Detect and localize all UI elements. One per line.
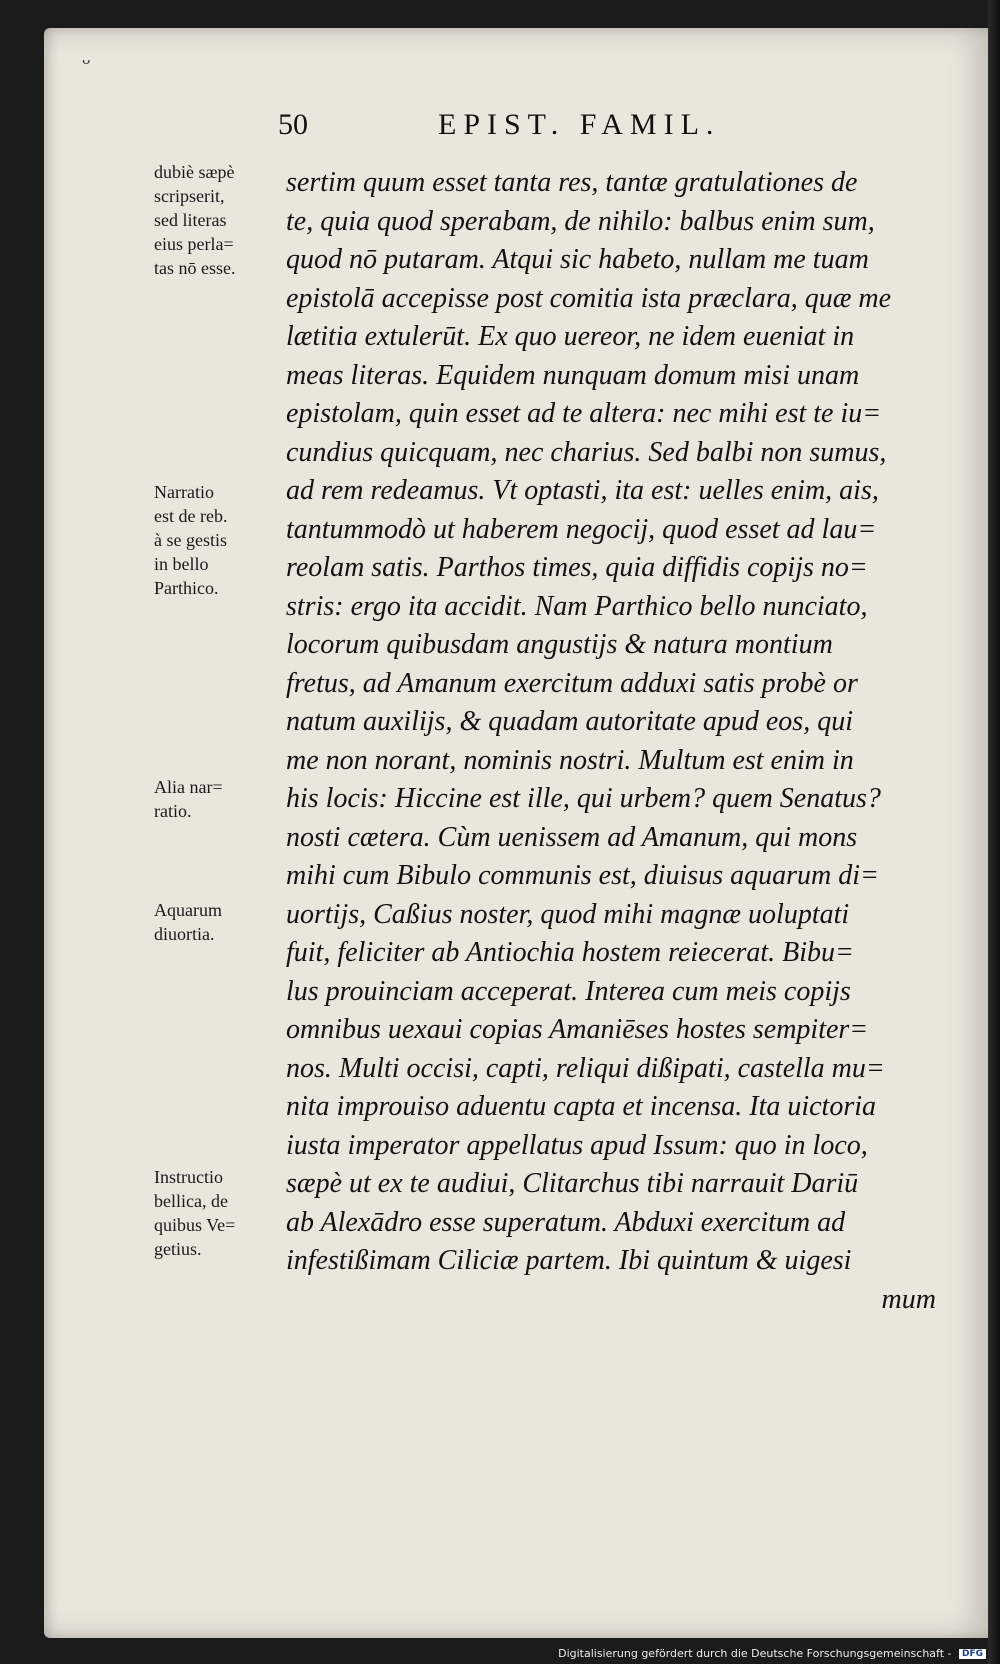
margin-note-line: est de reb. xyxy=(154,506,228,526)
text-line: nosti cætera. Cùm uenissem ad Amanum, qui mons xyxy=(286,821,858,853)
text-line: sæpè ut ex te audiui, Clitarchus tibi narrauit Dariū xyxy=(286,1168,859,1199)
margin-note-line: dubiè sæpè xyxy=(154,162,235,182)
margin-note-line: bellica, de xyxy=(154,1191,228,1211)
text-line: sertim quum esset tanta res, tantæ gratulationes de xyxy=(286,167,858,198)
text-line: te, quia quod sperabam, de nihilo: balbus enim sum, xyxy=(286,205,875,237)
margin-note-1 xyxy=(154,160,284,280)
text-line: fretus, ad Amanum exercitum adduxi satis probè or xyxy=(286,667,858,699)
margin-note-line: eius perla= xyxy=(154,234,234,254)
text-line: nos. Multi occisi, capti, reliqui dißipati, castella mu= xyxy=(286,1052,885,1084)
text-line: nita improuiso aduentu capta et incensa. Ita uictoria xyxy=(286,1091,877,1122)
text-line: ab Alexādro esse superatum. Abduxi exercitum ad xyxy=(286,1206,846,1238)
margin-note-4 xyxy=(154,898,284,946)
margin-note-line: quibus Ve= xyxy=(154,1215,236,1235)
margin-note-line: Parthico. xyxy=(154,578,219,598)
text-line: quod nō putaram. Atqui sic habeto, nullam me tuam xyxy=(286,244,869,275)
text-line: omnibus uexaui copias Amaniēses hostes sempiter= xyxy=(286,1014,869,1045)
margin-note-line: sed literas xyxy=(154,210,227,230)
margin-note-3 xyxy=(154,775,284,823)
margin-note-line: Instructio xyxy=(154,1167,223,1187)
margin-note-5 xyxy=(154,1165,284,1261)
main-text xyxy=(286,164,946,1319)
text-line: epistolam, quin esset ad te altera: nec mihi est te iu= xyxy=(286,398,882,429)
text-line: uortijs, Caßius noster, quod mihi magnæ uoluptati xyxy=(286,898,850,930)
digitization-footer xyxy=(558,1647,986,1660)
page-number: 50 xyxy=(278,108,308,141)
text-line: me non norant, nominis nostri. Multum est enim in xyxy=(286,744,854,776)
text-line: fuit, feliciter ab Antiochia hostem reiecerat. Bibu= xyxy=(286,937,854,968)
text-line: lus prouinciam acceperat. Interea cum meis copijs xyxy=(286,975,851,1007)
margin-note-line: ratio. xyxy=(154,801,192,821)
margin-note-line: Aquarum xyxy=(154,900,222,920)
margin-note-line: tas nō esse. xyxy=(154,258,236,278)
text-line: infestißimam Ciliciæ partem. Ibi quintum & uigesi xyxy=(286,1245,852,1276)
text-line: tantummodò ut haberem negocij, quod esset ad lau= xyxy=(286,513,877,545)
running-head: EPIST. FAMIL. xyxy=(438,108,721,141)
margin-note-line: diuortia. xyxy=(154,924,215,944)
margin-note-line: à se gestis xyxy=(154,530,227,550)
text-line: iusta imperator appellatus apud Issum: quo in loco, xyxy=(286,1129,868,1161)
catchword: mum xyxy=(881,1283,936,1315)
text-line: locorum quibusdam angustijs & natura montium xyxy=(286,629,833,660)
text-line: stris: ergo ita accidit. Nam Parthico bello nunciato, xyxy=(286,590,868,622)
margin-note-line: getius. xyxy=(154,1239,202,1259)
page-header xyxy=(278,108,798,148)
text-line: reolam satis. Parthos times, quia diffidis copijs no= xyxy=(286,552,868,583)
book-edge xyxy=(988,0,1000,1664)
corner-mark: ᴗ xyxy=(82,52,91,68)
margin-note-2 xyxy=(154,480,284,600)
margin-note-line: in bello xyxy=(154,554,209,574)
dfg-logo: DFG xyxy=(959,1649,986,1659)
text-line: meas literas. Equidem nunquam domum misi unam xyxy=(286,359,860,391)
text-line: lætitia extulerūt. Ex quo uereor, ne idem eueniat in xyxy=(286,321,855,352)
footer-text: Digitalisierung gefördert durch die Deutsche Forschungsgemeinschaft - xyxy=(558,1647,952,1660)
text-line: cundius quicquam, nec charius. Sed balbi non sumus, xyxy=(286,436,887,468)
text-line: ad rem redeamus. Vt optasti, ita est: uelles enim, ais, xyxy=(286,475,879,506)
margin-note-line: Alia nar= xyxy=(154,777,223,797)
margin-note-line: scripserit, xyxy=(154,186,225,206)
text-line: mihi cum Bibulo communis est, diuisus aquarum di= xyxy=(286,860,879,891)
text-line: his locis: Hiccine est ille, qui urbem? quem Senatus? xyxy=(286,783,881,814)
margin-note-line: Narratio xyxy=(154,482,214,502)
text-line: natum auxilijs, & quadam autoritate apud eos, qui xyxy=(286,706,853,737)
text-line: epistolā accepisse post comitia ista præclara, quæ me xyxy=(286,282,892,314)
